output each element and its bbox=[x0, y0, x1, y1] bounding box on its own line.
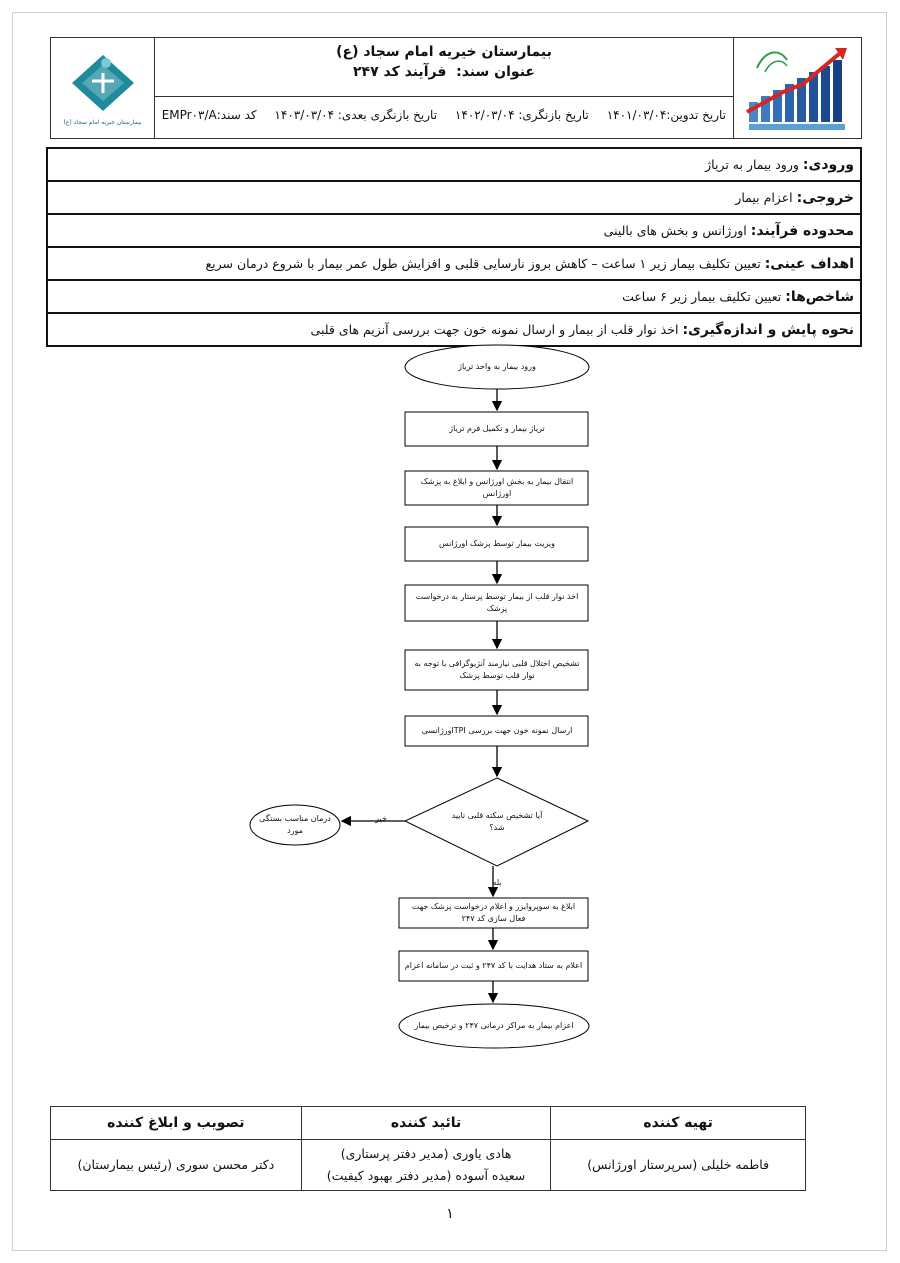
info-indicators-row bbox=[48, 281, 860, 314]
indicators-label: شاخص‌ها: bbox=[785, 288, 854, 305]
goals-value: تعیین تکلیف بیمار زیر ۱ ساعت – کاهش بروز نارسایی قلبی و افزایش طول عمر بیمار با شروع درمان سریع bbox=[205, 256, 761, 271]
quality-logo bbox=[733, 38, 861, 138]
growth-chart-icon bbox=[743, 42, 853, 134]
document-title bbox=[154, 64, 734, 80]
info-scope-row bbox=[48, 215, 860, 248]
prepared-header: تهیه کننده bbox=[551, 1107, 806, 1140]
prepared-by: فاطمه خلیلی (سرپرستار اورژانس) bbox=[551, 1140, 806, 1191]
approved-by-cell bbox=[301, 1140, 551, 1191]
doc-code: کد سند:EMPr۰۳/A bbox=[161, 108, 257, 122]
step5-text: تشخیص اختلال قلبی نیازمند آنژیوگرافی با توجه به نوار قلب توسط پزشک bbox=[414, 659, 580, 680]
signatures-header-row bbox=[51, 1107, 806, 1140]
output-label: خروجی: bbox=[796, 189, 854, 206]
input-label: ورودی: bbox=[802, 156, 854, 173]
step8-text: اعلام به ستاد هدایت با کد ۲۴۷ و ثبت در سامانه اعزام bbox=[404, 961, 583, 970]
step1-text: تریاژ بیمار و تکمیل فرم تریاژ bbox=[449, 424, 545, 433]
approved-by-2: سعیده آسوده (مدیر دفتر بهبود کیفیت) bbox=[326, 1168, 526, 1183]
date-review: تاریخ بازنگری: ۱۴۰۲/۰۳/۰۴ bbox=[454, 108, 589, 122]
ratified-header: تصویب و ابلاغ کننده bbox=[51, 1107, 302, 1140]
header-titles bbox=[154, 38, 734, 97]
step2-text: انتقال بیمار به بخش اورژانس و ابلاغ به پزشک اورژانس bbox=[420, 477, 574, 498]
start-text: ورود بیمار به واحد تریاژ bbox=[458, 362, 536, 371]
no-label: خیر bbox=[375, 814, 387, 823]
end-text: اعزام بیمار به مراکز درمانی ۲۴۷ و ترخیص بیمار bbox=[414, 1021, 574, 1030]
indicators-value: تعیین تکلیف بیمار زیر ۶ ساعت bbox=[622, 289, 782, 304]
no-end-text: درمان مناسب بستگی مورد bbox=[259, 814, 331, 835]
header-center bbox=[154, 38, 734, 138]
step7-text: ابلاغ به سوپروایزر و اعلام درخواست پزشک جهت فعال سازی کد ۲۴۷ bbox=[411, 902, 576, 923]
scope-value: اورژانس و بخش های بالینی bbox=[603, 223, 747, 238]
measure-value: اخذ نوار قلب از بیمار و ارسال نمونه خون جهت بررسی آنزیم های قلبی bbox=[310, 322, 679, 337]
hospital-name: بیمارستان خیریه امام سجاد (ع) bbox=[336, 44, 552, 60]
date-written: تاریخ تدوین:۱۴۰۱/۰۳/۰۴ bbox=[606, 108, 726, 122]
input-value: ورود بیمار به تریاژ bbox=[705, 157, 799, 172]
approved-by-1: هادی یاوری (مدیر دفتر پرستاری) bbox=[340, 1146, 512, 1161]
info-output-row bbox=[48, 182, 860, 215]
scope-label: محدوده فرآیند: bbox=[750, 222, 854, 239]
document-header bbox=[50, 37, 862, 139]
info-goals-row bbox=[48, 248, 860, 281]
step6-text: ارسال نمونه خون جهت بررسی TPIاورژانسی bbox=[421, 726, 573, 735]
process-flowchart bbox=[0, 340, 900, 1060]
step4-text: اخذ نوار قلب از بیمار توسط پرستار به درخواست پزشک bbox=[415, 592, 579, 613]
goals-label: اهداف عینی: bbox=[764, 255, 854, 272]
decision-text: آیا تشخیص سکته قلبی تایید شد؟ bbox=[451, 811, 543, 832]
hospital-logo bbox=[51, 38, 155, 138]
yes-label: بله bbox=[492, 878, 502, 887]
signatures-body-row bbox=[51, 1140, 806, 1191]
header-dates bbox=[148, 108, 726, 122]
measure-label: نحوه پایش و اندازه‌گیری: bbox=[682, 321, 854, 338]
hospital-seal-icon bbox=[68, 51, 138, 115]
info-input-row bbox=[48, 149, 860, 182]
approved-header: تائید کننده bbox=[301, 1107, 551, 1140]
output-value: اعزام بیمار bbox=[735, 190, 793, 205]
date-next-review: تاریخ بازنگری بعدی: ۱۴۰۳/۰۳/۰۴ bbox=[274, 108, 438, 122]
step3-text: ویزیت بیمار توسط پزشک اورژانس bbox=[439, 539, 555, 548]
flowchart-shapes bbox=[0, 340, 900, 1060]
ratified-by: دکتر محسن سوری (رئیس بیمارستان) bbox=[51, 1140, 302, 1191]
doc-title-label: عنوان سند: bbox=[456, 64, 535, 80]
page-number: ۱ bbox=[446, 1206, 454, 1222]
process-info-table bbox=[46, 147, 862, 347]
signatures-table bbox=[50, 1106, 806, 1191]
doc-title-value: فرآیند کد ۲۴۷ bbox=[353, 64, 447, 80]
logo-caption: بیمارستان خیریه امام سجاد (ع) bbox=[63, 118, 142, 126]
